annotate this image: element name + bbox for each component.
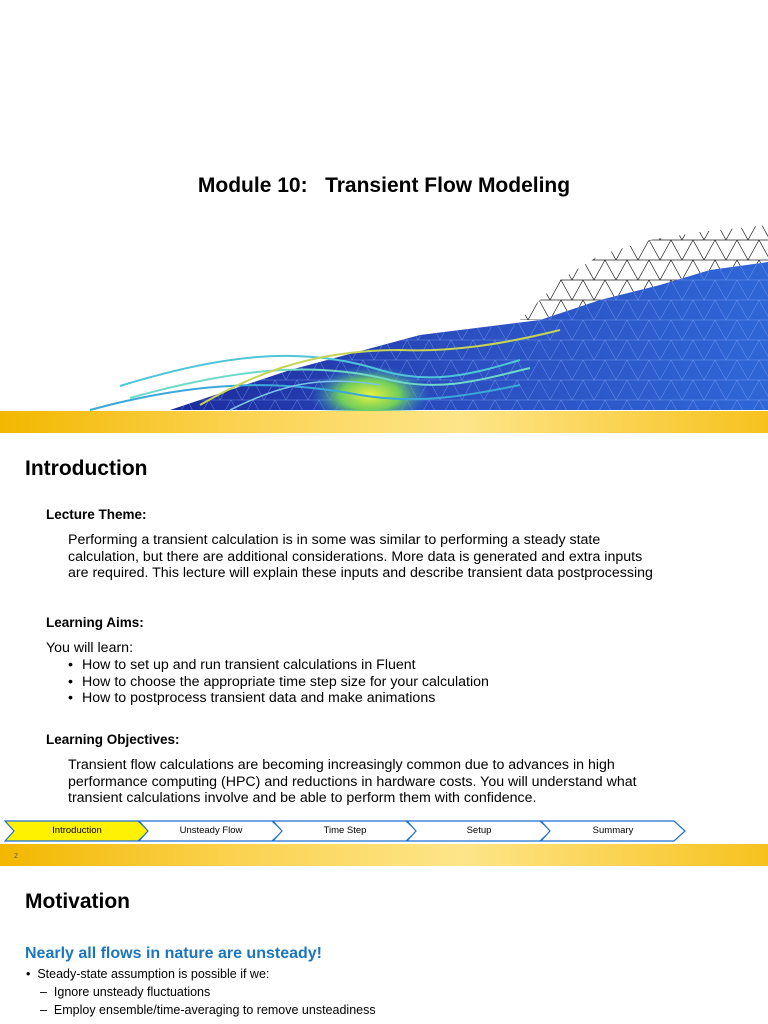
learning-aims-list	[68, 657, 489, 707]
slide-subheading: Nearly all flows in nature are unsteady!	[25, 945, 322, 962]
dash-glyph: –	[40, 985, 54, 999]
introduction-slide	[0, 433, 768, 866]
section-nav	[4, 820, 688, 842]
nav-item-setup[interactable]	[406, 820, 552, 842]
nav-item-summary[interactable]	[540, 820, 686, 842]
text-line: Performing a transient calculation is in some was similar to performing a steady state	[68, 532, 601, 548]
learning-aims-label: Learning Aims:	[46, 615, 144, 630]
text-line: calculation, but there are additional considerations. More data is generated and extra inputs	[68, 548, 643, 565]
slide-heading: Motivation	[25, 890, 130, 913]
slide-heading: Introduction	[25, 457, 148, 480]
nav-item-unsteady-flow[interactable]	[138, 820, 284, 842]
nav-label: Unsteady Flow	[179, 825, 243, 836]
nav-label: Time Step	[323, 825, 367, 836]
text-line: are required. This lecture will explain these inputs and describe transient data postprocessing	[68, 565, 653, 581]
learning-objectives-text	[68, 757, 748, 807]
nav-item-time-step[interactable]	[272, 820, 418, 842]
nav-label: Introduction	[52, 825, 102, 836]
cfd-mesh-illustration	[0, 0, 768, 433]
lecture-theme-label: Lecture Theme:	[46, 507, 147, 522]
text-line: Transient flow calculations are becoming increasingly common due to advances in high	[68, 757, 615, 773]
learning-aims-intro: You will learn:	[46, 640, 134, 656]
nav-item-introduction[interactable]	[4, 820, 150, 842]
text-line: transient calculations involve and be able to perform them with confidence.	[68, 790, 537, 806]
page-number: 2	[14, 853, 18, 860]
title-slide	[0, 0, 768, 433]
learning-objectives-label: Learning Objectives:	[46, 732, 180, 747]
list-item: • How to choose the appropriate time step size for your calculation	[68, 674, 489, 691]
nav-label: Setup	[466, 825, 492, 836]
list-item: • How to postprocess transient data and make animations	[68, 690, 489, 707]
list-item: • How to set up and run transient calculations in Fluent	[68, 657, 489, 674]
motivation-slide	[0, 866, 768, 1024]
nav-label: Summary	[592, 825, 634, 836]
lecture-theme-text	[68, 532, 748, 582]
dash-item	[40, 1003, 376, 1017]
dash-text: Employ ensemble/time-averaging to remove unsteadiness	[53, 1003, 376, 1017]
bullet-glyph: •	[26, 967, 38, 981]
module-title: Module 10: Transient Flow Modeling	[197, 174, 571, 197]
yellow-band	[0, 411, 768, 433]
dash-glyph: –	[40, 1003, 54, 1017]
text-line: performance computing (HPC) and reductions in hardware costs. You will understand what	[68, 773, 637, 790]
yellow-band	[0, 844, 768, 866]
dash-text: Ignore unsteady fluctuations	[53, 985, 211, 999]
dash-item	[40, 985, 210, 999]
bullet-text: Steady-state assumption is possible if we:	[37, 967, 270, 981]
bullet-item	[26, 967, 269, 981]
